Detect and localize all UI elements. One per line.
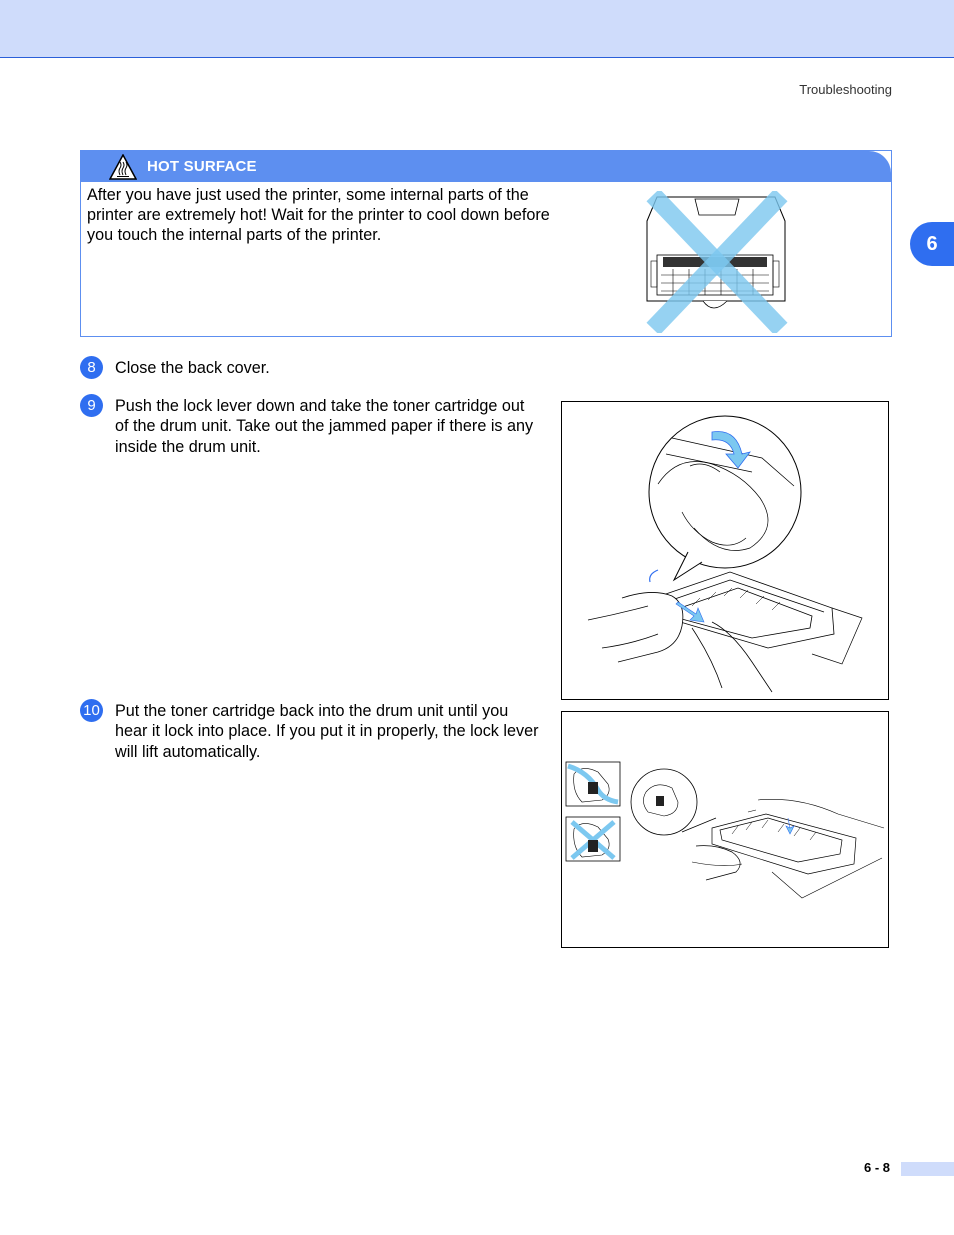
hot-surface-warning-icon	[109, 154, 137, 180]
step-9	[80, 396, 539, 457]
step-8	[80, 358, 539, 379]
caution-header	[81, 151, 891, 182]
reinsert-toner-illustration	[562, 712, 888, 947]
step-number: 8	[80, 356, 103, 379]
page-number-tab	[901, 1162, 954, 1176]
step-text: Put the toner cartridge back into the drum unit until you hear it lock into place. If you put it in properly, the lock lever will lift automatically.	[115, 702, 539, 761]
reinsert-toner-figure	[561, 711, 889, 948]
remove-toner-illustration	[562, 402, 888, 699]
step-text: Push the lock lever down and take the toner cartridge out of the drum unit. Take out the jammed paper if there is any inside the drum unit.	[115, 397, 534, 456]
step-10	[80, 701, 539, 762]
top-header-band	[0, 0, 954, 58]
chapter-tab[interactable]: 6	[910, 222, 954, 266]
step-number: 9	[80, 394, 103, 417]
step-number: 10	[80, 699, 103, 722]
section-label: Troubleshooting	[799, 82, 892, 97]
caution-title: HOT SURFACE	[147, 158, 257, 175]
hot-surface-caution	[80, 150, 892, 337]
caution-text: After you have just used the printer, some internal parts of the printer are extremely hot! Wait for the printer to cool down before you touch the internal parts of the printer.	[87, 186, 550, 244]
page-number: 6 - 8	[864, 1160, 891, 1175]
remove-toner-figure	[561, 401, 889, 700]
step-text: Close the back cover.	[115, 359, 270, 377]
printer-back-open-illustration	[639, 191, 791, 333]
